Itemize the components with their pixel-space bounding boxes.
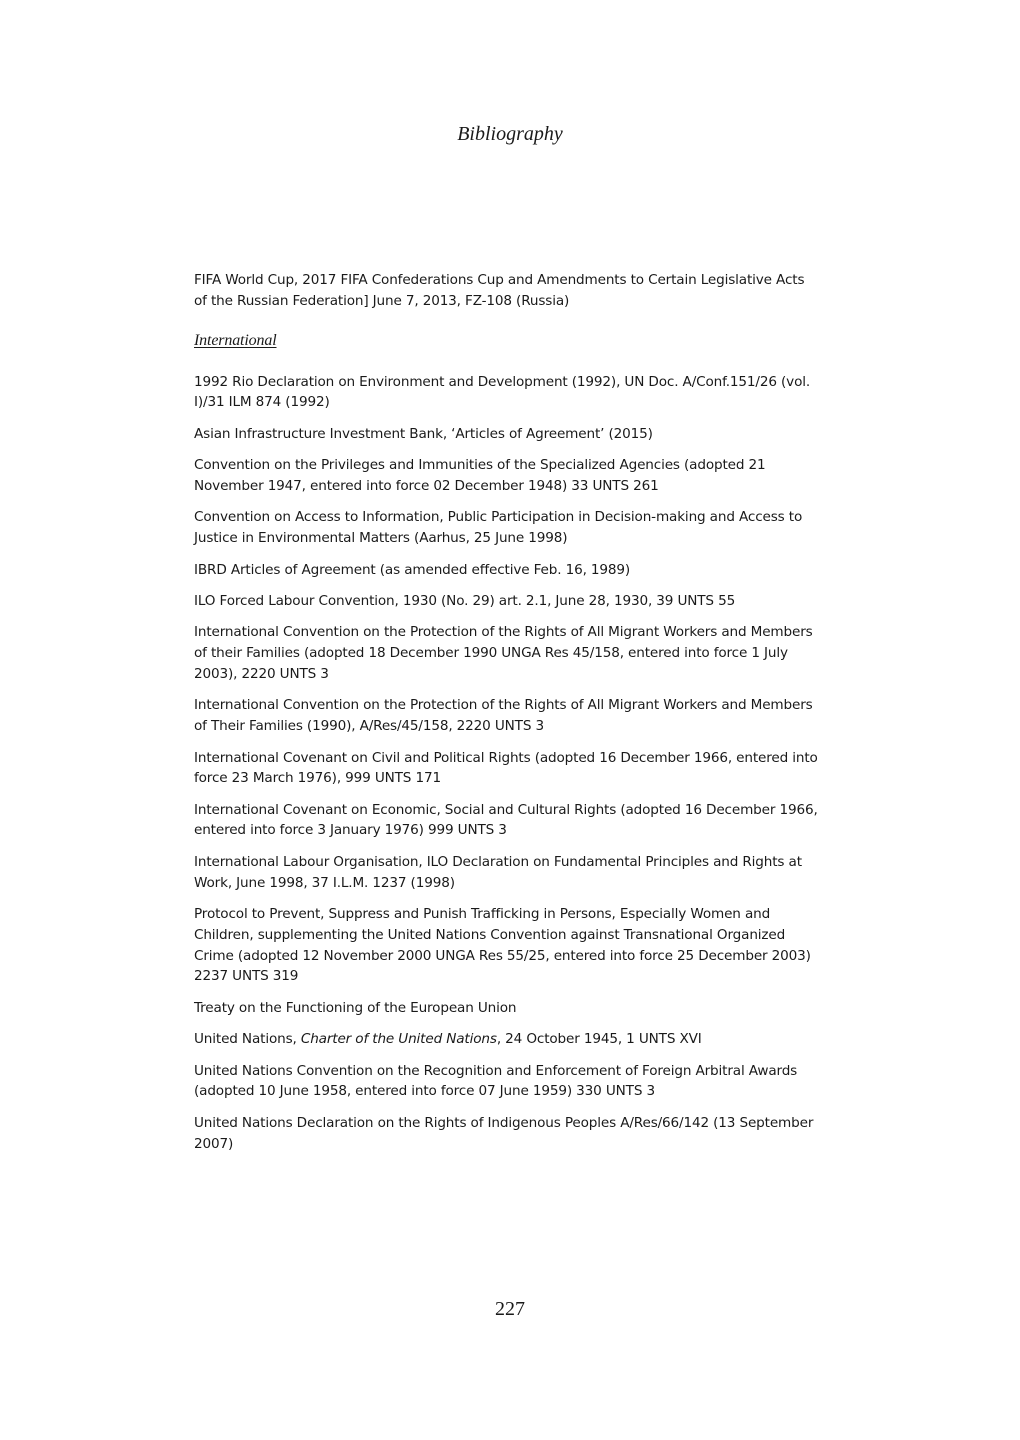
bibliography-entry: International Covenant on Civil and Political Rights (adopted 16 December 1966, entered into force 23 March 1976), 999 UNTS 171: [194, 749, 818, 787]
bibliography-entry: FIFA World Cup, 2017 FIFA Confederations Cup and Amendments to Certain Legislative Acts of the Russian Federation] June 7, 2013, FZ-108 (Russia): [194, 272, 805, 309]
bibliography-entry: Convention on Access to Information, Public Participation in Decision-making and Access to Justice in Environmental Matters (Aarhus, 25 June 1998): [194, 509, 803, 547]
bibliography-entry: United Nations Convention on the Recognition and Enforcement of Foreign Arbitral Awards (adopted 10 June 1958, entered into force 07 June 1959) 330 UNTS 3: [194, 1062, 798, 1100]
entry-list: [194, 372, 820, 1155]
bibliography-entry-charter: [194, 1029, 820, 1050]
bibliography-entry: ILO Forced Labour Convention, 1930 (No. 29) art. 2.1, June 28, 1930, 39 UNTS 55: [194, 592, 736, 609]
entry-suffix: , 24 October 1945, 1 UNTS XVI: [496, 1031, 702, 1048]
bibliography-entry: 1992 Rio Declaration on Environment and Development (1992), UN Doc. A/Conf.151/26 (vol. I)/31 ILM 874 (1992): [194, 373, 811, 411]
bibliography-entry: Asian Infrastructure Investment Bank, ‘Articles of Agreement’ (2015): [194, 425, 653, 442]
bibliography-body: [194, 270, 820, 1165]
bibliography-entry: International Convention on the Protection of the Rights of All Migrant Workers and Members of Their Families (1990), A/Res/45/158, 2220 UNTS 3: [194, 697, 813, 735]
running-head: Bibliography: [457, 123, 563, 145]
entry-title: Charter of the United Nations: [300, 1031, 497, 1048]
bibliography-entry: IBRD Articles of Agreement (as amended effective Feb. 16, 1989): [194, 561, 631, 578]
bibliography-entry: United Nations Declaration on the Rights of Indigenous Peoples A/Res/66/142 (13 September 2007): [194, 1114, 814, 1152]
bibliography-entry: International Covenant on Economic, Social and Cultural Rights (adopted 16 December 1966, entered into force 3 January 1976) 999 UNTS 3: [194, 801, 818, 839]
page-number: 227: [495, 1298, 525, 1320]
bibliography-entry: International Labour Organisation, ILO Declaration on Fundamental Principles and Rights at Work, June 1998, 37 I.L.M. 1237 (1998): [194, 853, 802, 891]
bibliography-entry: Protocol to Prevent, Suppress and Punish Trafficking in Persons, Especially Women and Children, supplementing the United Nations Convention against Transnational Organized Crime (adopted 12 November 2000 UNGA Res 55/25, entered into force 25 December 2003) 2237 UNTS 319: [194, 906, 811, 985]
entry-prefix: United Nations,: [194, 1031, 301, 1048]
bibliography-entry: International Convention on the Protection of the Rights of All Migrant Workers and Members of their Families (adopted 18 December 1990 UNGA Res 45/158, entered into force 1 July 2003), 2220 UNTS 3: [194, 624, 813, 682]
bibliography-entry: Convention on the Privileges and Immunities of the Specialized Agencies (adopted 21 November 1947, entered into force 02 December 1948) 33 UNTS 261: [194, 457, 766, 494]
section-heading: International: [194, 331, 277, 349]
bibliography-entry: Treaty on the Functioning of the European Union: [194, 999, 517, 1016]
